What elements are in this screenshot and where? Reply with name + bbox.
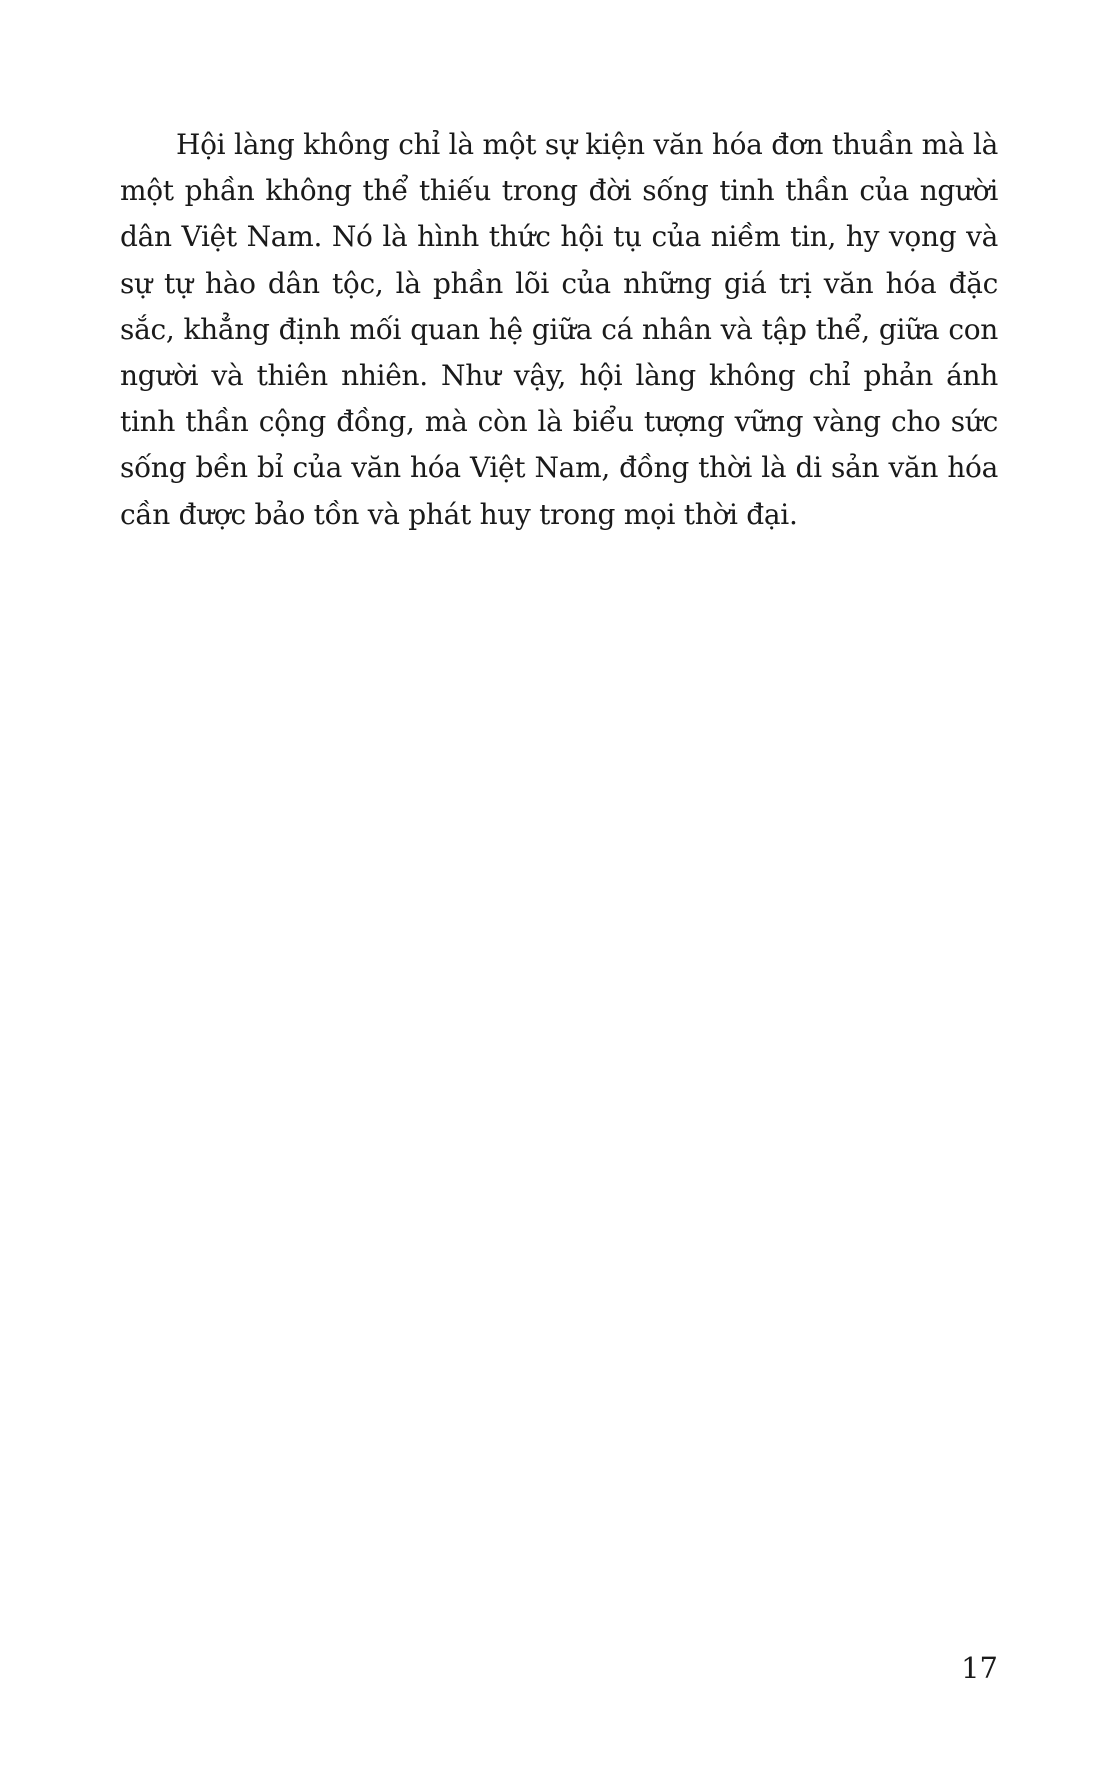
page-number: 17 <box>961 1651 998 1685</box>
body-paragraph: Hội làng không chỉ là một sự kiện văn hóa đơn thuần mà là một phần không thể thiếu trong đời sống tinh thần của người dân Việt Nam. Nó là hình thức hội tụ của niềm tin, hy vọng và sự tự hào dân tộc, là phần lõi của những giá trị văn hóa đặc sắc, khẳng định mối quan hệ giữa cá nhân và tập thể, giữa con người và thiên nhiên. Như vậy, hội làng không chỉ phản ánh tinh thần cộng đồng, mà còn là biểu tượng vững vàng cho sức sống bền bỉ của văn hóa Việt Nam, đồng thời là di sản văn hóa cần được bảo tồn và phát huy trong mọi thời đại. <box>120 128 998 531</box>
